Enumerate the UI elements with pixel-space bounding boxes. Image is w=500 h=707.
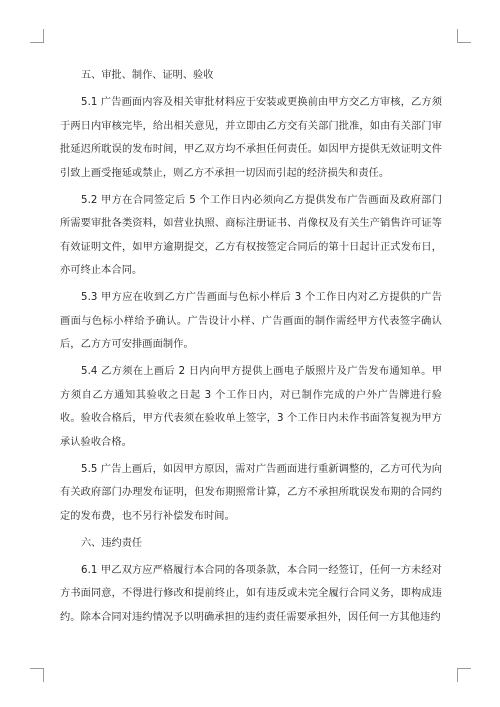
- clause-5-4: 5.4 乙方须在上画后 2 日内向甲方提供上画电子版照片及广告发布通知单。甲方须自乙方通知其验收之日起 3 个工作日内，对已制作完成的户外广告牌进行验收。验收合格后，甲方代表须在验收单上签字，3 个工作日内未作书面答复视为甲方承认验收合格。: [60, 366, 442, 448]
- clause-6-1: 6.1 甲乙双方应严格履行本合同的各项条款，本合同一经签订，任何一方未经对方书面同意，不得进行修改和提前终止，如有违反或未完全履行合同义务，即构成违约。除本合同对违约情况予以明确承担的违约责任需要承担外，因任何一方其他违约: [60, 564, 442, 623]
- crop-mark-bottom-right: [457, 668, 471, 682]
- clause-5-2: 5.2 甲方在合同签定后 5 个工作日内必须向乙方提供发布广告画面及政府部门所需要审批各类资料，如营业执照、商标注册证书、肖像权及有关生产销售许可证等有效证明文件，如甲方逾期提交，乙方有权按签定合同后的第十日起计正式发布日，亦可终止本合同。: [60, 194, 442, 276]
- clause-5-5: 5.5 广告上画后，如因甲方原因，需对广告画面进行重新调整的，乙方可代为向有关政府部门办理发布证明，但发布期照常计算，乙方不承担所耽误发布期的合同约定的发布费，也不另行补偿发布时间。: [60, 463, 442, 522]
- crop-mark-top-left: [30, 29, 44, 43]
- document-body: [60, 64, 442, 629]
- clause-5-3: 5.3 甲方应在收到乙方广告画面与色标小样后 3 个工作日内对乙方提供的广告画面与色标小样给予确认。广告设计小样、广告画面的制作需经甲方代表签字确认后，乙方方可安排画面制作。: [60, 292, 442, 350]
- section-heading-approval: 五、审批、制作、证明、验收: [81, 70, 214, 81]
- crop-mark-bottom-left: [30, 668, 44, 682]
- crop-mark-top-right: [457, 29, 471, 43]
- section-heading-breach: 六、违约责任: [81, 537, 143, 549]
- clause-5-1: 5.1 广告画面内容及相关审批材料应于安装或更换前由甲方交乙方审核，乙方须于两日内审核完毕，给出相关意见，并立即由乙方交有关部门批准，如由有关部门审批延迟所耽误的发布时间，甲乙双方均不承担任何责任。如因甲方提供无效证明文件引致上画受拖延或禁止，则乙方不承担一切因而引起的经济损失和责任。: [60, 97, 442, 179]
